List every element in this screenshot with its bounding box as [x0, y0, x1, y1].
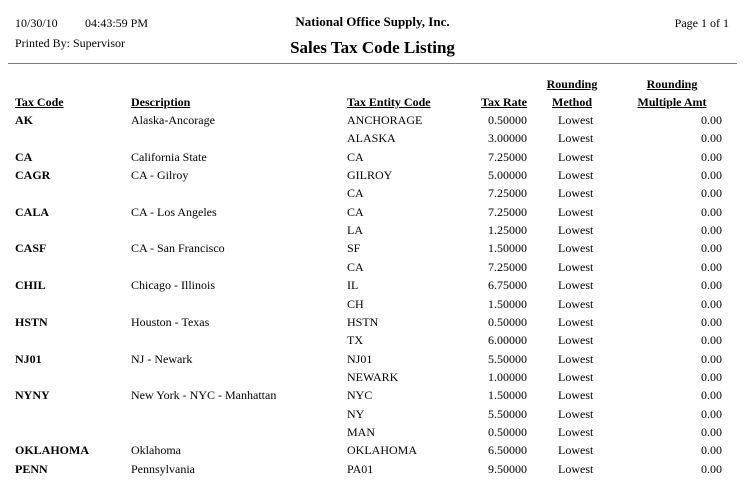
cell-tax-entity-code: CA	[347, 259, 364, 274]
cell-tax-rate: 7.25000	[488, 204, 527, 219]
cell-tax-code	[15, 221, 127, 239]
cell-tax-rate: 6.00000	[488, 333, 527, 348]
cell-tax-code	[15, 331, 127, 349]
cell-rounding-method: Lowest	[558, 369, 594, 384]
cell-rounding-method: Lowest	[558, 259, 594, 274]
cell-rounding-method: Lowest	[558, 204, 594, 219]
column-header-tax-entity-code-label: Tax Entity Code	[347, 95, 431, 109]
cell-rounding-multiple-amt: 0.00	[701, 149, 722, 164]
table-row	[0, 129, 745, 147]
cell-tax-rate: 1.00000	[488, 369, 527, 384]
column-header-rounding-multiple-line2: Multiple Amt	[637, 95, 707, 109]
cell-tax-rate: 7.25000	[488, 259, 527, 274]
table-row	[0, 441, 745, 459]
cell-tax-entity-code: CA	[347, 204, 364, 219]
table-row	[0, 239, 745, 257]
cell-rounding-multiple-amt: 0.00	[701, 314, 722, 329]
column-header-tax-rate	[420, 93, 527, 111]
cell-rounding-multiple-amt: 0.00	[701, 259, 722, 274]
cell-tax-rate: 6.50000	[488, 443, 527, 458]
cell-tax-code: NYNY	[15, 388, 50, 403]
cell-tax-rate: 3.00000	[488, 131, 527, 146]
cell-tax-rate: 1.50000	[488, 388, 527, 403]
column-header-rounding-method-line1: Rounding	[546, 77, 598, 91]
cell-description: CA - San Francisco	[131, 241, 225, 256]
cell-tax-code: PENN	[15, 461, 48, 476]
cell-tax-code: CALA	[15, 204, 50, 219]
cell-tax-code: CAGR	[15, 168, 51, 183]
table-row	[0, 386, 745, 404]
cell-tax-code: OKLAHOMA	[15, 443, 89, 458]
table-row	[0, 368, 745, 386]
cell-rounding-method: Lowest	[558, 388, 594, 403]
cell-description: California State	[131, 149, 207, 164]
cell-tax-entity-code: CA	[347, 149, 364, 164]
cell-tax-rate: 1.50000	[488, 296, 527, 311]
cell-tax-entity-code: ANCHORAGE	[347, 113, 423, 127]
cell-tax-entity-code: NEWARK	[347, 369, 399, 384]
cell-rounding-multiple-amt: 0.00	[701, 406, 722, 421]
cell-rounding-multiple-amt: 0.00	[701, 333, 722, 348]
cell-tax-entity-code: NYC	[347, 388, 373, 403]
cell-tax-rate: 0.50000	[488, 113, 527, 127]
header-rule	[8, 63, 737, 64]
cell-description	[131, 295, 343, 313]
cell-tax-code: CA	[15, 149, 33, 164]
cell-rounding-method: Lowest	[558, 406, 594, 421]
cell-rounding-method: Lowest	[558, 351, 594, 366]
table-row	[0, 148, 745, 166]
cell-description	[131, 221, 343, 239]
cell-rounding-method: Lowest	[558, 333, 594, 348]
cell-tax-code	[15, 184, 127, 202]
cell-rounding-multiple-amt: 0.00	[701, 204, 722, 219]
cell-tax-rate: 9.50000	[488, 461, 527, 476]
cell-tax-code	[15, 258, 127, 276]
column-header-tax-rate-label: Tax Rate	[481, 95, 527, 109]
cell-rounding-method: Lowest	[558, 168, 594, 183]
cell-description: Houston - Texas	[131, 314, 210, 329]
cell-rounding-multiple-amt: 0.00	[701, 461, 722, 476]
cell-rounding-method: Lowest	[558, 186, 594, 201]
cell-description	[131, 258, 343, 276]
table-row	[0, 221, 745, 239]
cell-rounding-method: Lowest	[558, 278, 594, 293]
cell-rounding-multiple-amt: 0.00	[701, 443, 722, 458]
cell-description: CA - Gilroy	[131, 168, 189, 183]
column-header-rounding-method-line2: Method	[552, 95, 592, 109]
cell-tax-entity-code: ALASKA	[347, 131, 396, 146]
cell-tax-code	[15, 129, 127, 147]
cell-tax-entity-code: MAN	[347, 424, 376, 439]
cell-tax-entity-code: NJ01	[347, 351, 373, 366]
cell-tax-code	[15, 405, 127, 423]
table-row	[0, 313, 745, 331]
cell-tax-entity-code: NY	[347, 406, 365, 421]
cell-tax-entity-code: HSTN	[347, 314, 379, 329]
cell-tax-rate: 5.50000	[488, 406, 527, 421]
cell-description	[131, 129, 343, 147]
cell-rounding-multiple-amt: 0.00	[701, 369, 722, 384]
cell-tax-rate: 1.25000	[488, 223, 527, 238]
column-header-description	[131, 93, 341, 111]
table-row	[0, 166, 745, 184]
cell-rounding-method: Lowest	[558, 461, 594, 476]
report-date: 10/30/10	[15, 16, 58, 30]
cell-rounding-method: Lowest	[558, 131, 594, 146]
cell-description: NJ - Newark	[131, 351, 193, 366]
column-header-tax-code-label: Tax Code	[15, 95, 64, 109]
cell-rounding-multiple-amt: 0.00	[701, 113, 722, 127]
cell-tax-rate: 0.50000	[488, 314, 527, 329]
table-row	[0, 460, 745, 478]
cell-tax-entity-code: OKLAHOMA	[347, 443, 417, 458]
cell-rounding-multiple-amt: 0.00	[701, 131, 722, 146]
page-number: Page 1 of 1	[674, 16, 729, 30]
cell-rounding-multiple-amt: 0.00	[701, 241, 722, 256]
cell-tax-entity-code: LA	[347, 223, 363, 238]
cell-tax-entity-code: TX	[347, 333, 363, 348]
cell-rounding-multiple-amt: 0.00	[701, 351, 722, 366]
cell-rounding-method: Lowest	[558, 424, 594, 439]
cell-description	[131, 405, 343, 423]
column-header-tax-code	[15, 93, 127, 111]
table-row	[0, 258, 745, 276]
cell-tax-rate: 5.50000	[488, 351, 527, 366]
table-row	[0, 276, 745, 294]
table-row	[0, 184, 745, 202]
cell-description: Alaska-Ancorage	[131, 113, 215, 127]
cell-tax-entity-code: CA	[347, 186, 364, 201]
cell-tax-entity-code: CH	[347, 296, 364, 311]
cell-rounding-method: Lowest	[558, 223, 594, 238]
cell-tax-entity-code: GILROY	[347, 168, 393, 183]
cell-rounding-method: Lowest	[558, 113, 594, 127]
table-row	[0, 331, 745, 349]
cell-tax-code: CASF	[15, 241, 47, 256]
printed-by: Printed By: Supervisor	[15, 36, 125, 50]
table-row	[0, 423, 745, 441]
cell-tax-entity-code: IL	[347, 278, 359, 293]
table-row	[0, 405, 745, 423]
cell-tax-rate: 7.25000	[488, 149, 527, 164]
cell-tax-rate: 0.50000	[488, 424, 527, 439]
report-time: 04:43:59 PM	[85, 16, 149, 30]
cell-rounding-method: Lowest	[558, 241, 594, 256]
cell-rounding-multiple-amt: 0.00	[701, 168, 722, 183]
cell-description: Pennsylvania	[131, 461, 195, 476]
table-row	[0, 295, 745, 313]
table-row	[0, 203, 745, 221]
cell-tax-rate: 1.50000	[488, 241, 527, 256]
column-header-rounding-multiple-amt	[622, 75, 722, 111]
cell-rounding-method: Lowest	[558, 149, 594, 164]
cell-tax-code	[15, 423, 127, 441]
cell-rounding-multiple-amt: 0.00	[701, 278, 722, 293]
company-name: National Office Supply, Inc.	[295, 14, 450, 29]
cell-description: CA - Los Angeles	[131, 204, 217, 219]
column-header-description-label: Description	[131, 95, 191, 109]
cell-tax-rate: 5.00000	[488, 168, 527, 183]
cell-tax-entity-code: PA01	[347, 461, 374, 476]
table-row	[0, 350, 745, 368]
report-title: Sales Tax Code Listing	[290, 38, 455, 57]
cell-description: Oklahoma	[131, 443, 181, 458]
cell-rounding-multiple-amt: 0.00	[701, 223, 722, 238]
cell-description	[131, 423, 343, 441]
cell-rounding-multiple-amt: 0.00	[701, 186, 722, 201]
column-header-rounding-method	[522, 75, 622, 111]
cell-rounding-method: Lowest	[558, 314, 594, 329]
table-row	[0, 111, 745, 129]
cell-tax-rate: 7.25000	[488, 186, 527, 201]
cell-tax-code	[15, 295, 127, 313]
cell-tax-code: NJ01	[15, 351, 42, 366]
cell-description	[131, 331, 343, 349]
cell-description: New York - NYC - Manhattan	[131, 388, 277, 403]
cell-description: Chicago - Illinois	[131, 278, 215, 293]
cell-tax-code: AK	[15, 113, 33, 127]
cell-description	[131, 368, 343, 386]
cell-tax-code: CHIL	[15, 278, 46, 293]
cell-rounding-method: Lowest	[558, 443, 594, 458]
cell-rounding-multiple-amt: 0.00	[701, 296, 722, 311]
cell-rounding-multiple-amt: 0.00	[701, 388, 722, 403]
cell-tax-rate: 6.75000	[488, 278, 527, 293]
cell-tax-code: HSTN	[15, 314, 48, 329]
cell-tax-entity-code: SF	[347, 241, 361, 256]
cell-description	[131, 184, 343, 202]
cell-tax-code	[15, 368, 127, 386]
cell-rounding-multiple-amt: 0.00	[701, 424, 722, 439]
cell-rounding-method: Lowest	[558, 296, 594, 311]
column-header-rounding-multiple-line1: Rounding	[646, 77, 698, 91]
